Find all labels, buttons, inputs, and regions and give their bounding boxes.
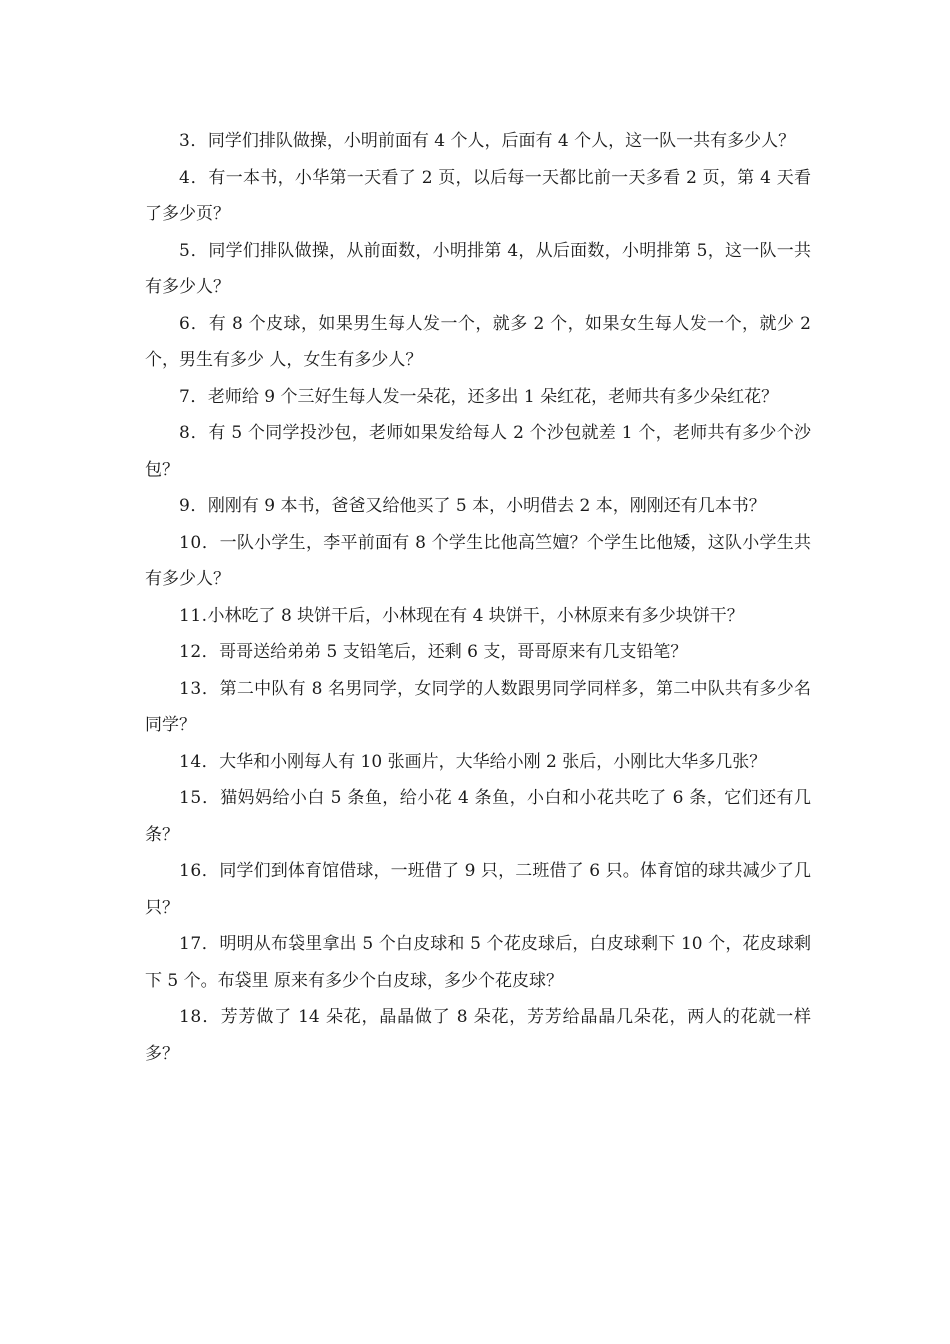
problem-number: 11. (179, 605, 208, 626)
problem-13 (145, 671, 811, 744)
problem-7 (145, 379, 811, 416)
problem-number: 18． (179, 1007, 221, 1027)
problem-number: 10． (179, 532, 220, 553)
problem-text: 一队小学生，李平前面有 8 个学生比他高竺嬗？个学生比他矮，这队小学生共有多少人？ (145, 532, 811, 589)
problem-10 (145, 525, 811, 598)
problem-12 (145, 634, 811, 671)
problem-15 (145, 780, 811, 853)
problem-number: 5． (179, 240, 209, 261)
problem-text: 有 5 个同学投沙包，老师如果发给每人 2 个沙包就差 1 个，老师共有多少个沙包？ (145, 423, 811, 480)
problem-text: 有 8 个皮球，如果男生每人发一个，就多 2 个，如果女生每人发一个，就少 2 个，男生有多少 人，女生有多少人？ (145, 313, 811, 370)
problem-number: 16． (179, 861, 220, 881)
problem-number: 17． (179, 934, 220, 954)
problem-text: 同学们到体育馆借球，一班借了 9 只，二班借了 6 只。体育馆的球共减少了几只？ (145, 861, 811, 918)
problem-text: 小林吃了 8 块饼干后，小林现在有 4 块饼干，小林原来有多少块饼干？ (207, 605, 744, 626)
problem-text: 有一本书，小华第一天看了 2 页，以后每一天都比前一天多看 2 页，第 4 天看了多少页？ (145, 167, 811, 224)
problem-number: 13． (179, 678, 220, 699)
problem-16 (145, 853, 811, 926)
problem-text: 同学们排队做操，小明前面有 4 个人，后面有 4 个人，这一队一共有多少人？ (207, 131, 796, 151)
problem-17 (145, 926, 811, 999)
problem-text: 同学们排队做操，从前面数，小明排第 4，从后面数，小明排第 5，这一队一共有多少人？ (145, 240, 811, 297)
problem-5 (145, 233, 811, 306)
problem-14 (145, 744, 811, 781)
problem-text: 明明从布袋里拿出 5 个白皮球和 5 个花皮球后，白皮球剩下 10 个，花皮球剩下 5 个。布袋里 原来有多少个白皮球，多少个花皮球？ (145, 934, 811, 991)
problem-6 (145, 306, 811, 379)
problem-number: 3． (179, 131, 208, 151)
problem-text: 猫妈妈给小白 5 条鱼，给小花 4 条鱼，小白和小花共吃了 6 条，它们还有几条？ (145, 788, 811, 845)
problem-text: 大华和小刚每人有 10 张画片，大华给小刚 2 张后，小刚比大华多几张？ (219, 751, 767, 772)
problem-number: 12． (179, 642, 220, 662)
problem-text: 第二中队有 8 名男同学，女同学的人数跟男同学同样多，第二中队共有多少名同学？ (145, 678, 811, 735)
problem-number: 14． (179, 751, 220, 772)
problem-4 (145, 160, 811, 233)
problem-9 (145, 488, 811, 525)
problem-11 (145, 598, 811, 635)
problem-text: 老师给 9 个三好生每人发一朵花，还多出 1 朵红花，老师共有多少朵红花？ (207, 386, 779, 407)
problem-list (145, 123, 811, 1072)
problem-number: 15． (179, 788, 221, 808)
problem-text: 哥哥送给弟弟 5 支铅笔后，还剩 6 支，哥哥原来有几支铅笔？ (219, 642, 688, 662)
problem-8 (145, 415, 811, 488)
problem-number: 8． (179, 423, 209, 443)
problem-3 (145, 123, 811, 160)
problem-text: 芳芳做了 14 朵花，晶晶做了 8 朵花，芳芳给晶晶几朵花，两人的花就一样多？ (145, 1007, 812, 1064)
problem-number: 6． (179, 313, 209, 334)
problem-number: 4． (179, 167, 209, 188)
problem-number: 9． (179, 496, 208, 516)
problem-18 (145, 999, 811, 1072)
problem-number: 7． (179, 386, 208, 407)
problem-text: 刚刚有 9 本书，爸爸又给他买了 5 本，小明借去 2 本，刚刚还有几本书？ (207, 496, 766, 516)
